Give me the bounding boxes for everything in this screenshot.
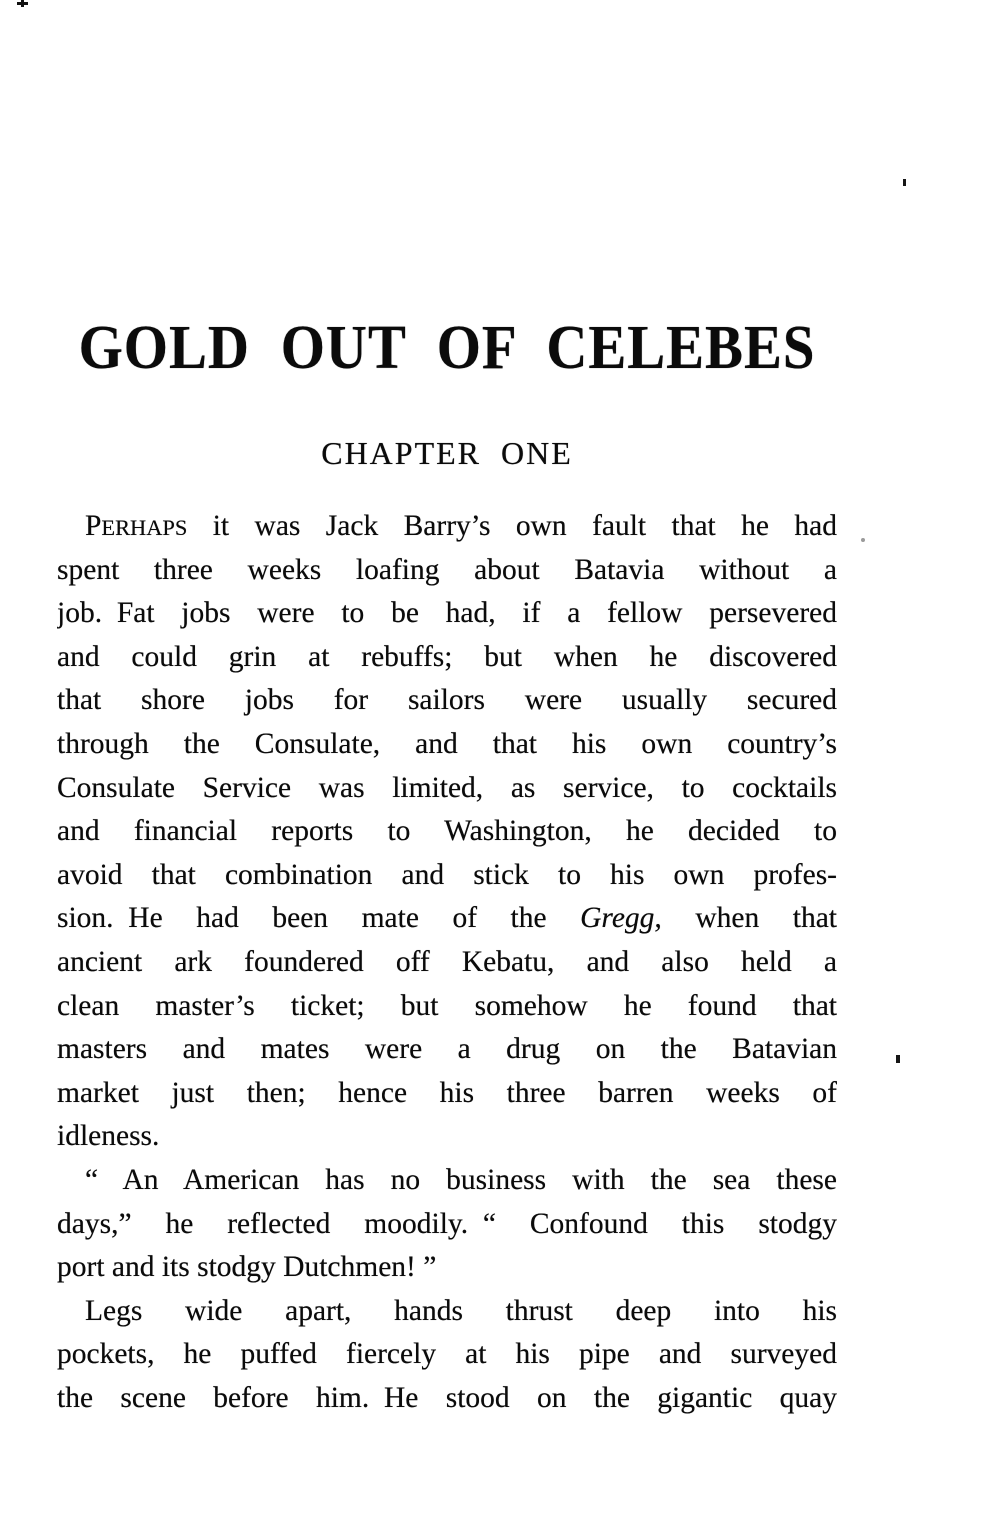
body-text [57,505,837,1420]
text-segment-normal: through the Consulate, and that his own country’s [57,727,837,760]
text-segment-italic: Gregg, [580,902,662,935]
text-segment-normal: avoid that combination and stick to his own profes- [57,858,837,891]
text-line [57,636,837,680]
text-segment-normal: that shore jobs for sailors were usually secured [57,684,837,717]
scan-mark-faint [861,538,865,542]
text-segment-normal: days,” he reflected moodily. “ Confound this stodgy [57,1207,837,1240]
text-line [57,1203,837,1247]
text-segment-normal: and could grin at rebuffs; but when he discovered [57,640,837,673]
text-segment-normal: idleness. [57,1120,160,1153]
text-line [57,941,837,985]
text-segment-smallcaps: ERHAPS [101,515,188,540]
text-segment-normal: market just then; hence his three barren weeks of [57,1076,837,1109]
text-line [57,1028,837,1072]
text-line [57,767,837,811]
text-line [57,549,837,593]
book-title: GOLD OUT OF CELEBES [78,311,816,382]
text-segment-normal: P [85,510,102,542]
text-segment-normal: Consulate Service was limited, as service, to cocktails [57,771,837,804]
text-segment-normal: clean master’s ticket; but somehow he found that [57,989,837,1022]
text-line [57,1333,837,1377]
text-segment-normal: job. Fat jobs were to be had, if a fellow persevered [57,597,837,630]
scan-mark-cross [17,0,29,10]
text-segment-normal: Legs wide apart, hands thrust deep into his [85,1294,837,1327]
text-line [57,1072,837,1116]
text-line [57,679,837,723]
text-segment-normal: port and its stodgy Dutchmen! ” [57,1251,437,1284]
text-line [57,1246,837,1290]
text-segment-normal: sion. He had been mate of the [57,902,581,935]
text-line [57,810,837,854]
text-segment-normal: masters and mates were a drug on the Batavian [57,1033,837,1066]
text-line [57,723,837,767]
text-segment-normal: “ An American has no business with the sea these [85,1163,837,1196]
text-segment-normal: the scene before him. He stood on the gigantic quay [57,1381,837,1414]
text-segment-normal: it was Jack Barry’s own fault that he had [187,510,837,542]
text-segment-normal: ancient ark foundered off Kebatu, and also held a [57,945,837,978]
scan-mark-dot [896,1055,900,1063]
text-line [57,1159,837,1203]
text-line [57,505,837,549]
text-segment-normal: when that [661,902,837,935]
text-line [57,854,837,898]
text-line [57,592,837,636]
text-segment-normal: pockets, he puffed fiercely at his pipe and surveyed [57,1338,837,1371]
text-line [57,897,837,941]
chapter-heading: CHAPTER ONE [321,435,573,471]
text-line [57,1290,837,1334]
text-line [57,1115,837,1159]
text-segment-normal: and financial reports to Washington, he decided to [57,815,837,848]
text-line [57,1377,837,1421]
text-segment-normal: spent three weeks loafing about Batavia without a [57,553,837,586]
text-line [57,985,837,1029]
scan-mark-dot [903,179,906,186]
